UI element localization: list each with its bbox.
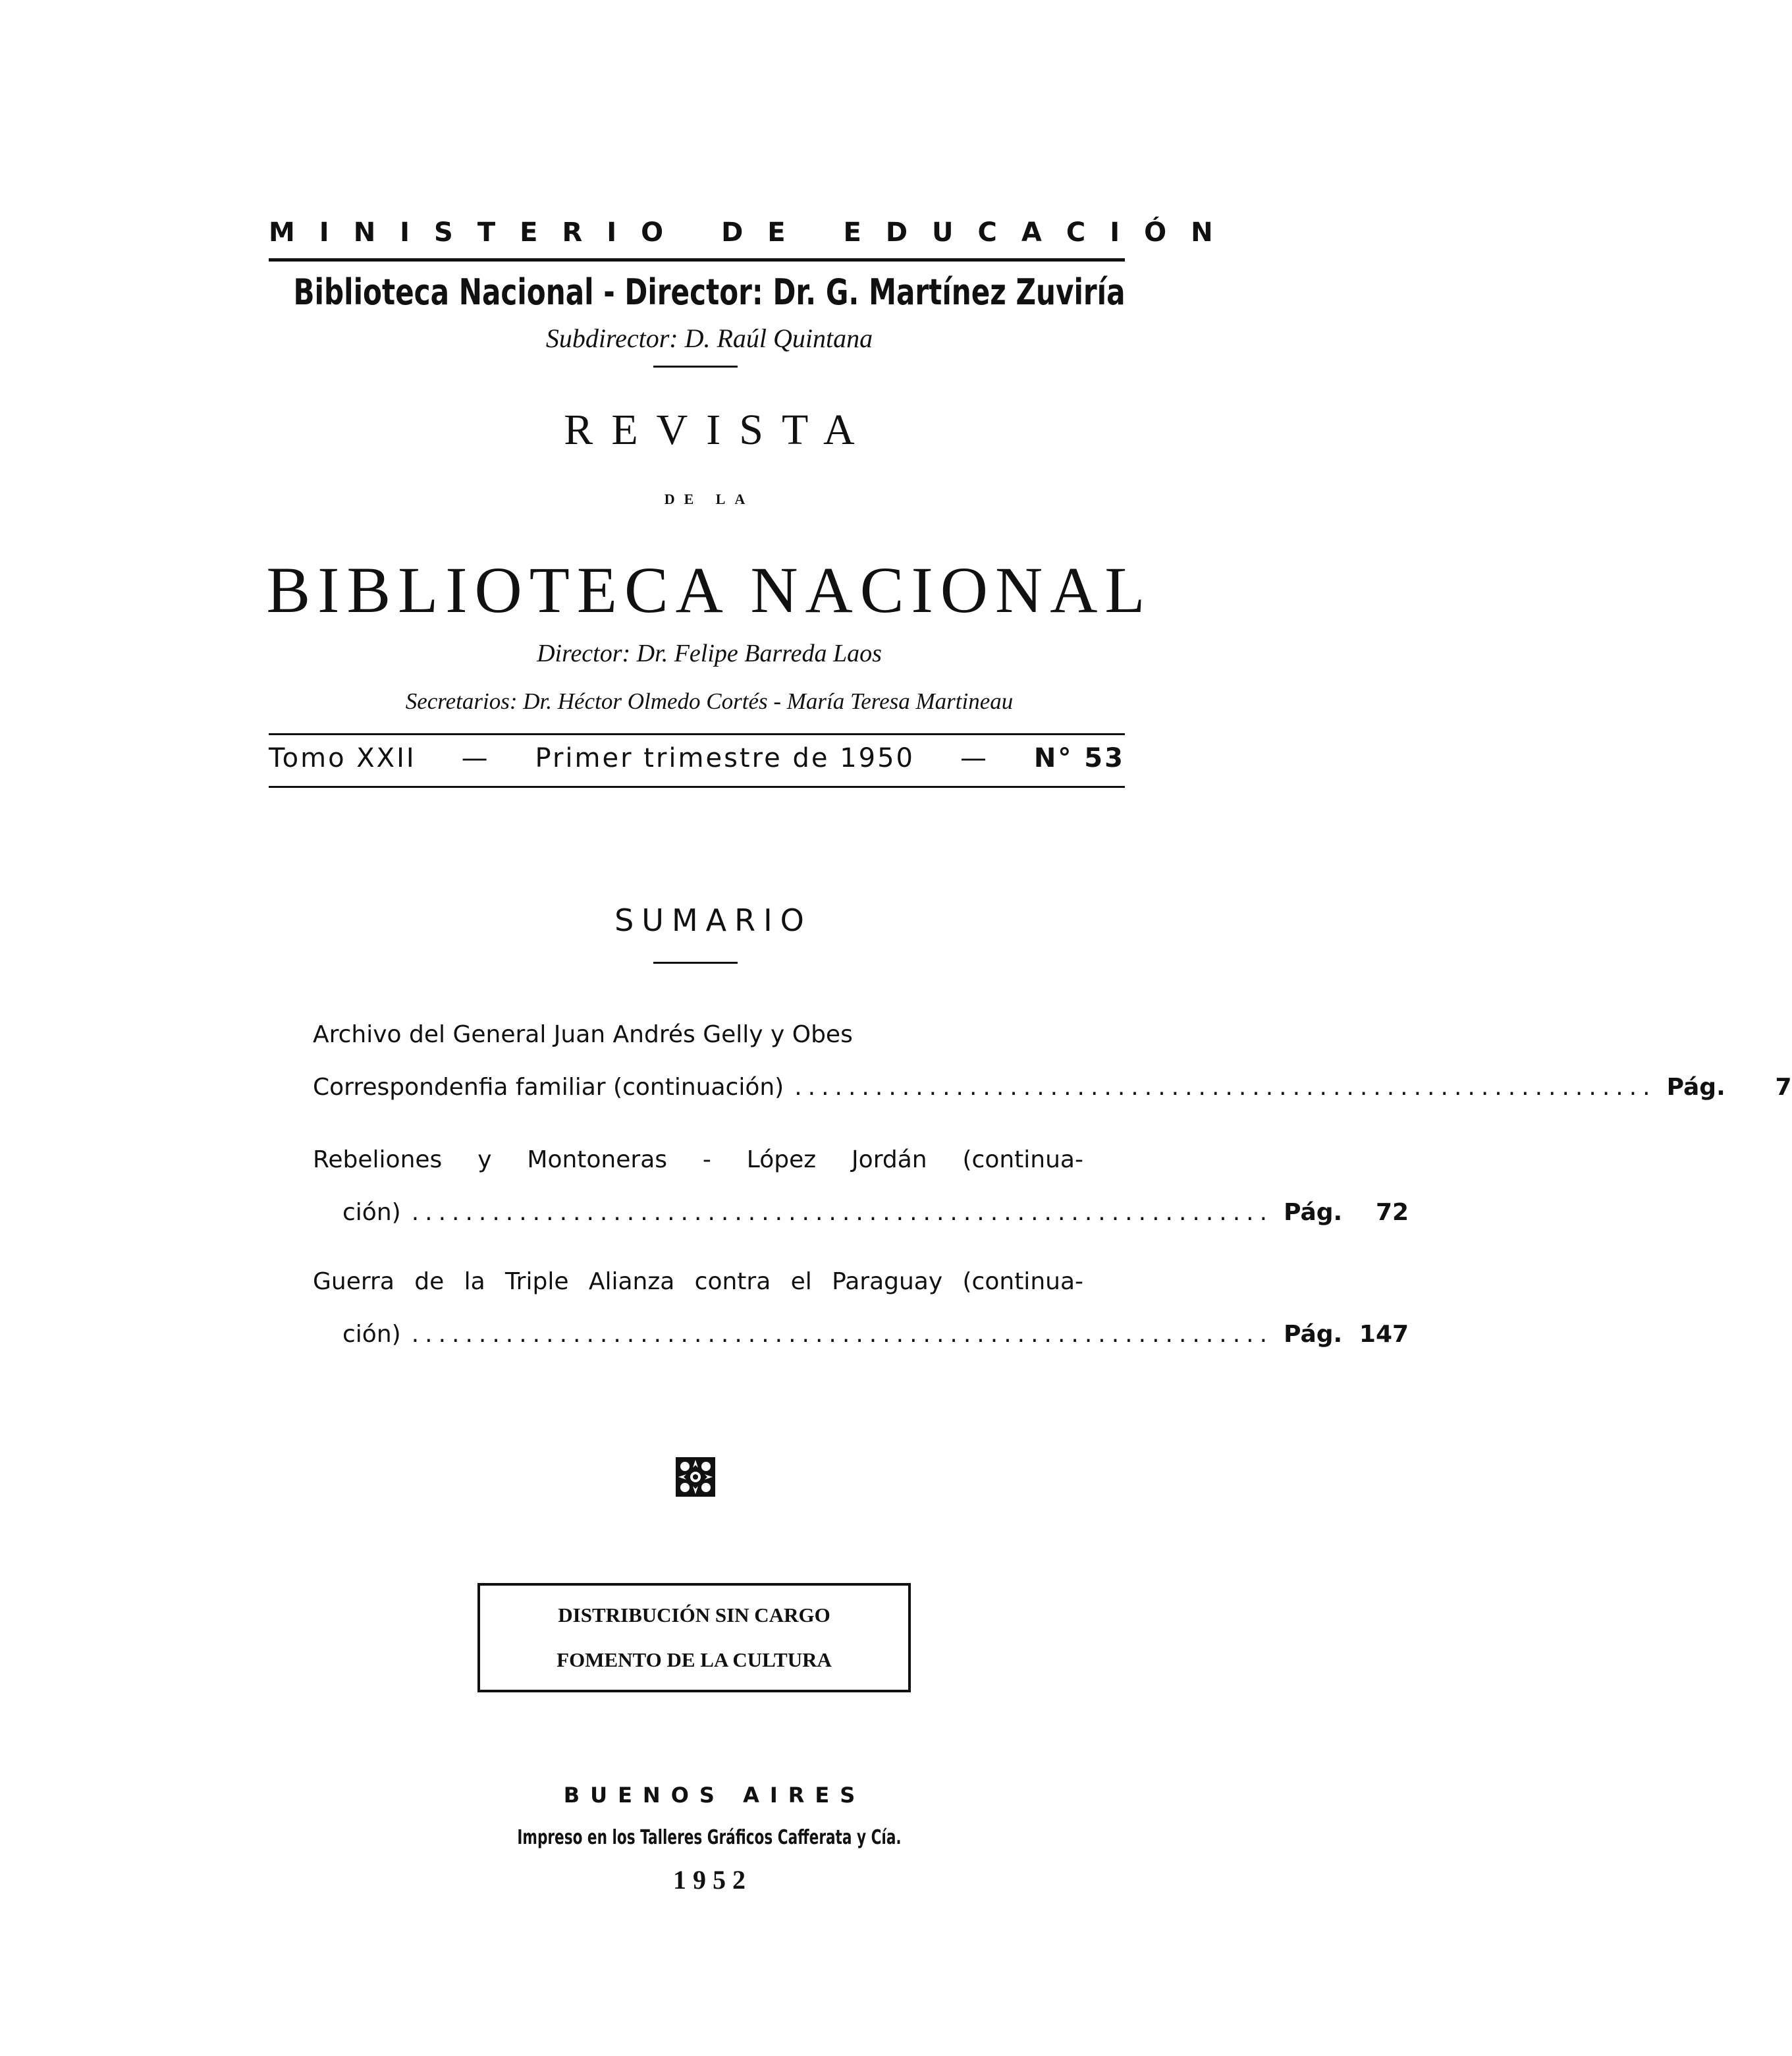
- leader-dots: ................................................................: [411, 1321, 1274, 1348]
- toc-word: (continua-: [962, 1268, 1083, 1295]
- toc-entry-line: [313, 1321, 1409, 1348]
- issue-trimestre: Primer trimestre de 1950: [535, 743, 915, 773]
- imprint-year: 1952: [673, 1865, 752, 1895]
- toc-word: contra: [694, 1268, 771, 1295]
- ministry-header: MINISTERIO DE EDUCACIÓN: [269, 217, 1237, 248]
- revista-title: REVISTA: [564, 406, 873, 454]
- toc-word: Guerra: [313, 1268, 394, 1295]
- toc-word: Rebeliones: [313, 1146, 443, 1173]
- subdirector-line: Subdirector: D. Raúl Quintana: [545, 323, 873, 353]
- page-label: Pág.: [1284, 1321, 1343, 1348]
- toc-word: -: [702, 1146, 711, 1173]
- issue-rule-top: [269, 733, 1125, 735]
- leader-dots: ................................................................: [794, 1074, 1656, 1101]
- page-number: 72: [1375, 1199, 1409, 1226]
- toc-word: y: [477, 1146, 492, 1173]
- page-number: 147: [1359, 1321, 1409, 1348]
- toc-entry-line: [313, 1021, 1083, 1048]
- page-reference: [1284, 1321, 1409, 1348]
- short-rule-sumario: [653, 962, 738, 964]
- issue-number: N° 53: [1033, 743, 1125, 773]
- toc-word: Montoneras: [527, 1146, 668, 1173]
- issue-line: [269, 743, 1125, 773]
- toc-entry-line: [313, 1146, 1083, 1173]
- distribution-notice: [477, 1583, 911, 1692]
- ornament-icon: [673, 1455, 718, 1499]
- toc-word: la: [464, 1268, 485, 1295]
- toc-word: Triple: [504, 1268, 569, 1295]
- toc-entry-title: [313, 1268, 1083, 1295]
- leader-dots: ................................................................: [411, 1199, 1274, 1226]
- toc-entry-subtitle: ción): [342, 1321, 401, 1348]
- toc-word: Alianza: [588, 1268, 675, 1295]
- toc-word: de: [414, 1268, 445, 1295]
- issue-tomo: Tomo XXII: [269, 743, 416, 773]
- toc-entry-subtitle: Correspondenfia familiar (continuación): [313, 1074, 784, 1101]
- sumario-heading: SUMARIO: [614, 903, 812, 938]
- page-label: Pág.: [1284, 1199, 1343, 1226]
- toc-word: López: [746, 1146, 817, 1173]
- table-of-contents: [313, 1021, 1792, 1364]
- issue-rule-bottom: [269, 786, 1125, 788]
- page-reference: [1284, 1199, 1409, 1226]
- toc-entry-subtitle: ción): [342, 1199, 401, 1226]
- imprint-city: BUENOS AIRES: [563, 1783, 866, 1808]
- toc-entry-title: [313, 1146, 1083, 1173]
- imprint-printer: Impreso en los Talleres Gráficos Cafferata y Cía.: [517, 1826, 902, 1849]
- toc-word: el: [790, 1268, 812, 1295]
- biblioteca-nacional-title: BIBLIOTECA NACIONAL: [266, 553, 1153, 626]
- toc-word: (continua-: [962, 1146, 1083, 1173]
- journal-director: Director: Dr. Felipe Barreda Laos: [537, 640, 882, 667]
- toc-entry-line: [313, 1268, 1083, 1295]
- page-reference: [1667, 1074, 1792, 1101]
- issue-dash: —: [960, 743, 989, 773]
- page-number: 7: [1775, 1074, 1792, 1101]
- distribution-line: DISTRIBUCIÓN SIN CARGO: [558, 1603, 830, 1626]
- distribution-line: FOMENTO DE LA CULTURA: [557, 1648, 832, 1671]
- library-director-line: Biblioteca Nacional - Director: Dr. G. Martínez Zuviría: [293, 271, 1126, 313]
- toc-entry-line: [313, 1074, 1792, 1101]
- journal-secretaries: Secretarios: Dr. Héctor Olmedo Cortés - María Teresa Martineau: [405, 688, 1014, 714]
- toc-entry-line: [313, 1199, 1409, 1226]
- toc-entry-title: Archivo del General Juan Andrés Gelly y Obes: [313, 1021, 853, 1048]
- page-label: Pág.: [1666, 1074, 1725, 1101]
- de-la-title: DE LA: [664, 491, 755, 507]
- short-rule-top: [653, 366, 738, 368]
- issue-dash: —: [461, 743, 490, 773]
- toc-word: Jordán: [852, 1146, 927, 1173]
- toc-word: Paraguay: [832, 1268, 943, 1295]
- header-rule: [269, 258, 1125, 262]
